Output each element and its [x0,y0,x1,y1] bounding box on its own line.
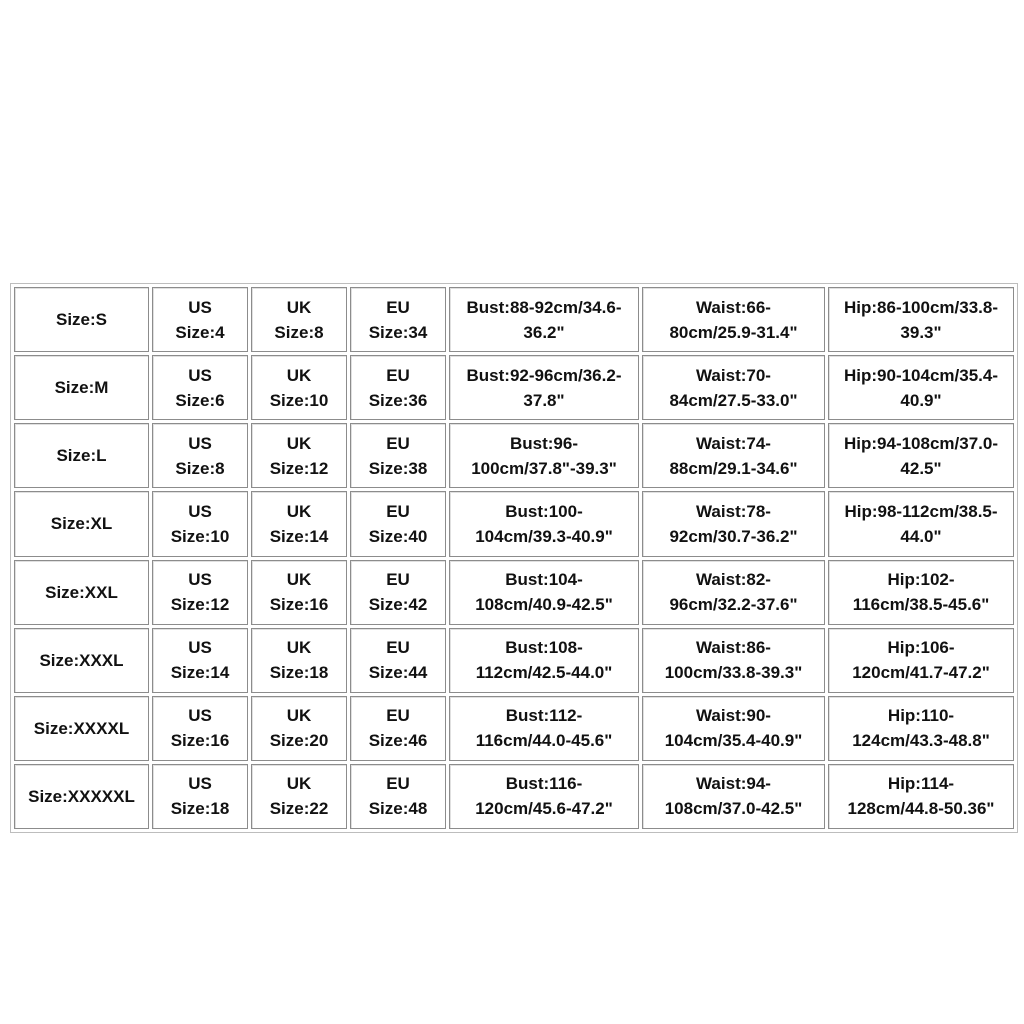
us-size-line: US [188,501,212,521]
bust-line: Bust:104- [505,570,583,590]
us-size-line: Size:10 [170,526,230,546]
eu-size-line: EU [386,774,410,794]
hip-line: Hip:106- [887,638,955,658]
bust-line: 100cm/37.8"-39.3" [471,458,617,478]
table-row [14,560,1014,625]
uk-size-cell [251,764,347,829]
us-size-line: Size:8 [175,458,225,478]
eu-size-line: Size:40 [368,526,428,546]
hip-cell [828,764,1014,829]
waist-line: Waist:70- [696,365,771,385]
waist-cell [642,696,825,761]
bust-line: 37.8" [523,390,565,410]
us-size-line: US [188,774,212,794]
eu-size-line: EU [386,570,410,590]
hip-line: 116cm/38.5-45.6" [852,595,990,615]
table-row [14,423,1014,488]
us-size-cell [152,355,248,420]
eu-size-line: Size:48 [368,799,428,819]
eu-size-cell [350,696,446,761]
us-size-cell [152,696,248,761]
uk-size-line: Size:22 [269,799,329,819]
eu-size-cell [350,560,446,625]
waist-line: 80cm/25.9-31.4" [669,322,798,342]
hip-line: Hip:94-108cm/37.0- [843,433,999,453]
waist-line: Waist:78- [696,501,771,521]
waist-cell [642,628,825,693]
uk-size-cell [251,423,347,488]
uk-size-cell [251,696,347,761]
uk-size-line: Size:20 [269,731,329,751]
size-chart-table [10,283,1018,833]
hip-cell [828,491,1014,556]
bust-line: 112cm/42.5-44.0" [475,663,613,683]
waist-line: 96cm/32.2-37.6" [669,595,798,615]
bust-line: Bust:112- [505,706,583,726]
hip-cell [828,423,1014,488]
uk-size-cell [251,355,347,420]
hip-line: 44.0" [900,526,942,546]
bust-line: 116cm/44.0-45.6" [475,731,613,751]
waist-line: 100cm/33.8-39.3" [664,663,803,683]
us-size-line: Size:4 [175,322,225,342]
hip-cell [828,287,1014,352]
table-row [14,764,1014,829]
waist-line: 108cm/37.0-42.5" [664,799,803,819]
waist-line: 104cm/35.4-40.9" [664,731,803,751]
bust-cell [449,423,639,488]
us-size-line: US [188,706,212,726]
bust-line: 120cm/45.6-47.2" [475,799,613,819]
uk-size-line: UK [286,706,312,726]
us-size-line: US [188,638,212,658]
size-label-cell: Size:L [14,423,149,488]
waist-cell [642,560,825,625]
hip-cell [828,355,1014,420]
table-row [14,491,1014,556]
uk-size-cell [251,628,347,693]
uk-size-line: UK [286,365,312,385]
table-row [14,287,1014,352]
uk-size-line: Size:18 [269,663,329,683]
us-size-line: Size:12 [170,595,230,615]
hip-line: Hip:110- [887,706,955,726]
eu-size-cell [350,355,446,420]
bust-cell [449,628,639,693]
bust-line: Bust:108- [505,638,583,658]
size-label-cell: Size:XXXL [14,628,149,693]
us-size-cell [152,764,248,829]
eu-size-line: EU [386,706,410,726]
us-size-line: Size:18 [170,799,230,819]
hip-line: 39.3" [900,322,942,342]
us-size-line: US [188,365,212,385]
table-row [14,696,1014,761]
waist-line: 88cm/29.1-34.6" [669,458,798,478]
bust-cell [449,560,639,625]
uk-size-cell [251,287,347,352]
waist-line: 84cm/27.5-33.0" [669,390,798,410]
eu-size-line: Size:36 [368,390,428,410]
uk-size-line: Size:14 [269,526,329,546]
hip-line: 40.9" [900,390,942,410]
waist-line: Waist:66- [696,297,771,317]
waist-line: Waist:82- [696,570,771,590]
waist-cell [642,423,825,488]
eu-size-line: EU [386,433,410,453]
size-chart-body [14,287,1014,829]
size-label-cell: Size:S [14,287,149,352]
us-size-cell [152,423,248,488]
eu-size-line: Size:34 [368,322,428,342]
bust-line: Bust:92-96cm/36.2- [466,365,622,385]
size-label-cell: Size:XL [14,491,149,556]
waist-line: Waist:94- [696,774,771,794]
eu-size-cell [350,287,446,352]
hip-cell [828,696,1014,761]
uk-size-cell [251,560,347,625]
eu-size-line: Size:42 [368,595,428,615]
bust-line: 108cm/40.9-42.5" [475,595,613,615]
uk-size-line: UK [286,297,312,317]
us-size-line: US [188,297,212,317]
uk-size-line: Size:8 [274,322,324,342]
hip-line: Hip:86-100cm/33.8- [843,297,999,317]
bust-line: Bust:96- [509,433,578,453]
hip-line: 128cm/44.8-50.36" [847,799,995,819]
uk-size-line: UK [286,433,312,453]
uk-size-line: Size:12 [269,458,329,478]
uk-size-line: Size:16 [269,595,329,615]
hip-line: 120cm/41.7-47.2" [852,663,990,683]
uk-size-line: Size:10 [269,390,329,410]
size-label-cell: Size:XXL [14,560,149,625]
us-size-line: Size:16 [170,731,230,751]
bust-cell [449,696,639,761]
size-label-cell: Size:XXXXL [14,696,149,761]
us-size-line: US [188,570,212,590]
hip-line: 42.5" [900,458,942,478]
bust-line: 36.2" [523,322,565,342]
waist-cell [642,764,825,829]
eu-size-cell [350,628,446,693]
eu-size-line: EU [386,501,410,521]
waist-line: Waist:90- [696,706,771,726]
eu-size-line: EU [386,638,410,658]
us-size-cell [152,560,248,625]
hip-line: Hip:98-112cm/38.5- [844,501,998,521]
bust-cell [449,355,639,420]
bust-line: Bust:100- [505,501,583,521]
bust-line: Bust:116- [505,774,583,794]
uk-size-line: UK [286,501,312,521]
table-row [14,628,1014,693]
eu-size-cell [350,491,446,556]
bust-line: Bust:88-92cm/34.6- [466,297,622,317]
uk-size-line: UK [286,570,312,590]
eu-size-line: EU [386,297,410,317]
hip-cell [828,628,1014,693]
eu-size-line: Size:38 [368,458,428,478]
waist-cell [642,287,825,352]
waist-cell [642,355,825,420]
bust-cell [449,764,639,829]
bust-cell [449,491,639,556]
size-label-cell: Size:XXXXXL [14,764,149,829]
hip-cell [828,560,1014,625]
uk-size-line: UK [286,638,312,658]
us-size-cell [152,628,248,693]
hip-line: Hip:102- [887,570,955,590]
eu-size-cell [350,423,446,488]
us-size-line: Size:14 [170,663,230,683]
eu-size-cell [350,764,446,829]
eu-size-line: EU [386,365,410,385]
eu-size-line: Size:46 [368,731,428,751]
us-size-cell [152,287,248,352]
hip-line: 124cm/43.3-48.8" [852,731,990,751]
us-size-cell [152,491,248,556]
table-row [14,355,1014,420]
waist-line: Waist:74- [696,433,771,453]
size-label-cell: Size:M [14,355,149,420]
bust-line: 104cm/39.3-40.9" [475,526,613,546]
hip-line: Hip:114- [887,774,955,794]
waist-line: Waist:86- [696,638,771,658]
us-size-line: Size:6 [175,390,225,410]
waist-cell [642,491,825,556]
waist-line: 92cm/30.7-36.2" [669,526,798,546]
uk-size-line: UK [286,774,312,794]
us-size-line: US [188,433,212,453]
hip-line: Hip:90-104cm/35.4- [843,365,999,385]
uk-size-cell [251,491,347,556]
eu-size-line: Size:44 [368,663,428,683]
bust-cell [449,287,639,352]
